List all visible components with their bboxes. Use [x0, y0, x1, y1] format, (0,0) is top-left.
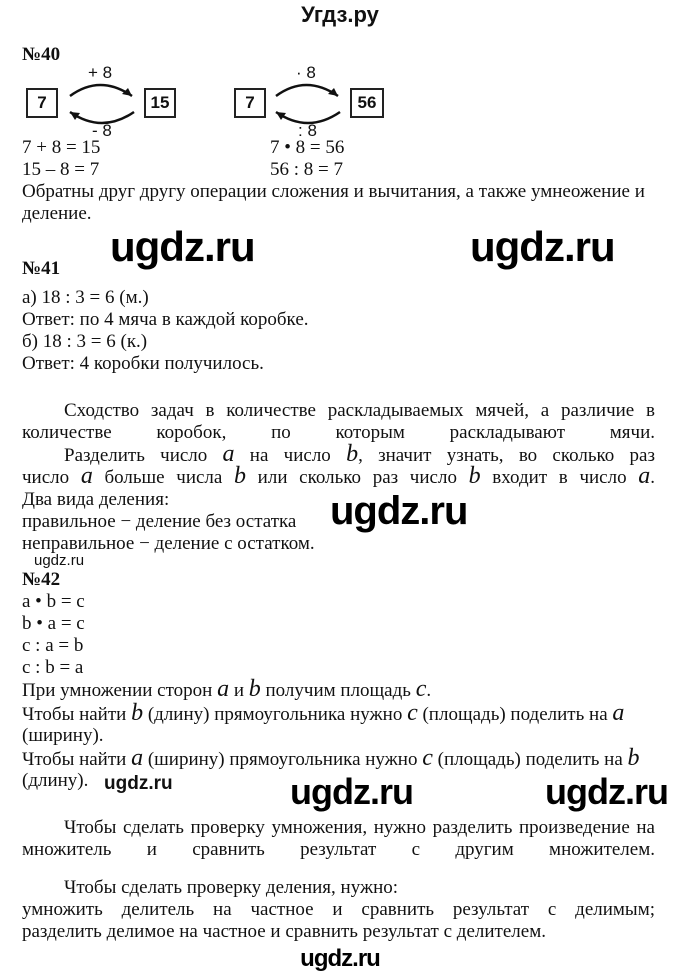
- heading-42: №42: [22, 569, 61, 590]
- line: Два вида деления:: [22, 489, 170, 510]
- line: правильное − деление без остатка: [22, 511, 297, 532]
- forward-op: + 8: [88, 63, 113, 82]
- paragraph: деление.: [22, 203, 92, 224]
- equation: b • a = c: [22, 613, 85, 634]
- equation: c : b = a: [22, 657, 84, 678]
- box-to: 15: [144, 88, 176, 118]
- back-op: - 8: [92, 121, 112, 140]
- sentence: (длину).: [22, 770, 89, 791]
- line: б) 18 : 3 = 6 (к.): [22, 331, 148, 352]
- back-op: : 8: [298, 121, 317, 140]
- paragraph: Разделить число a на число b, значит узнать, во сколько раз: [64, 441, 655, 467]
- paragraph: число a больше числа b или сколько раз число b входит в число a.: [22, 463, 655, 489]
- equation: a • b = c: [22, 591, 85, 612]
- paragraph: Чтобы сделать проверку деления, нужно:: [64, 877, 399, 898]
- line: неправильное − деление с остатком.: [22, 533, 315, 554]
- sentence: Чтобы найти a (ширину) прямоугольника нужно c (площадь) поделить на b: [22, 745, 640, 771]
- watermark-footer: ugdz.ru: [300, 945, 380, 972]
- paragraph: множитель и сравнить результат с другим множителем.: [22, 839, 655, 860]
- paragraph: разделить делимое на частное и сравнить результат с делителем.: [22, 921, 546, 942]
- paragraph: умножить делитель на частное и сравнить результат с делимым;: [22, 899, 655, 920]
- sentence: Чтобы найти b (длину) прямоугольника нужно c (площадь) поделить на a: [22, 700, 625, 726]
- watermark: ugdz.ru: [290, 771, 413, 812]
- watermark: ugdz.ru: [110, 223, 255, 270]
- line: Ответ: по 4 мяча в каждой коробке.: [22, 309, 309, 330]
- heading-40: №40: [22, 44, 61, 65]
- sentence: При умножении сторон a и b получим площадь c.: [22, 676, 432, 702]
- watermark-small: ugdz.ru: [104, 773, 173, 794]
- equation: 15 – 8 = 7: [22, 159, 100, 180]
- line: а) 18 : 3 = 6 (м.): [22, 287, 149, 308]
- watermark-small: ugdz.ru: [34, 552, 85, 569]
- paragraph: Сходство задач в количестве раскладываемых мячей, а различие в: [64, 400, 655, 421]
- sentence: (ширину).: [22, 725, 104, 746]
- watermark: ugdz.ru: [330, 489, 468, 533]
- paragraph: количестве коробок, по которым раскладывают мячи.: [22, 422, 655, 443]
- box-from: 7: [234, 88, 266, 118]
- equation: 7 • 8 = 56: [270, 137, 345, 158]
- heading-41: №41: [22, 258, 61, 279]
- equation: 56 : 8 = 7: [270, 159, 343, 180]
- paragraph: Обратны друг другу операции сложения и вычитания, а также умнеожение и: [22, 181, 645, 202]
- forward-op: · 8: [296, 63, 316, 82]
- watermark: ugdz.ru: [470, 223, 615, 270]
- equation: c : a = b: [22, 635, 84, 656]
- line: Ответ: 4 коробки получилось.: [22, 353, 264, 374]
- box-to: 56: [350, 88, 384, 118]
- equation: 7 + 8 = 15: [22, 137, 101, 158]
- box-from: 7: [26, 88, 58, 118]
- paragraph: Чтобы сделать проверку умножения, нужно разделить произведение на: [64, 817, 655, 838]
- watermark: ugdz.ru: [545, 771, 668, 812]
- site-title: Угдз.ру: [301, 2, 379, 27]
